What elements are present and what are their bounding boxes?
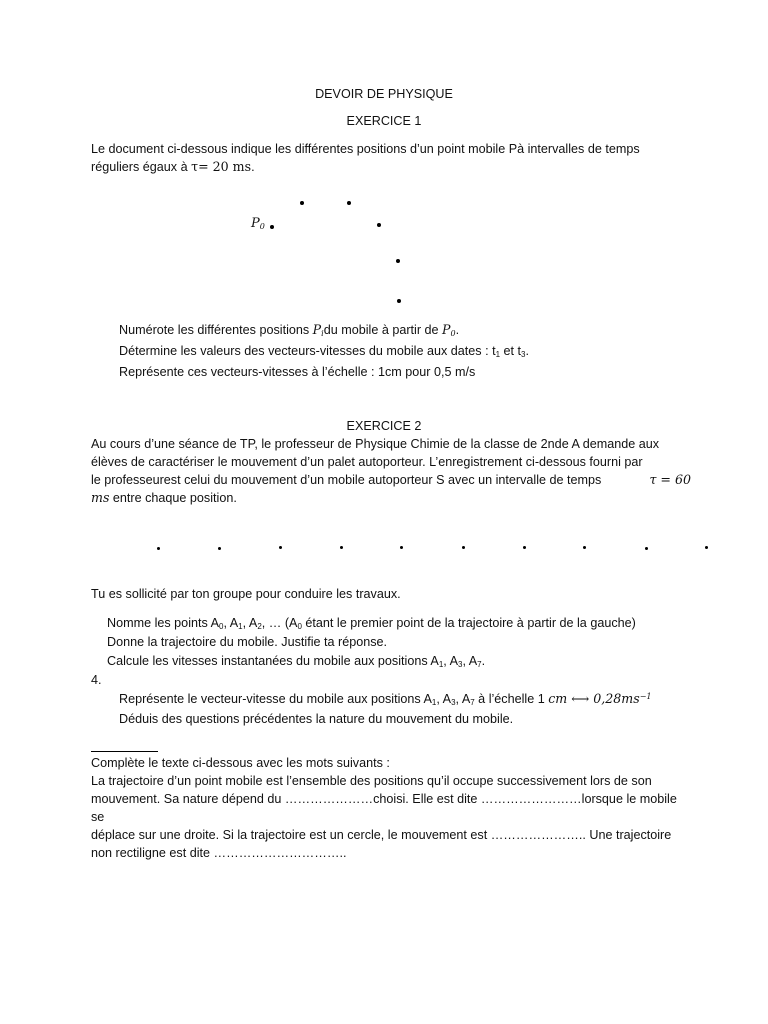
exercise-1-question-3: Représente ces vecteurs-vitesses à l’échelle : 1cm pour 0,5 m/s: [119, 365, 476, 379]
exercise-2-intro-line-2: élèves de caractériser le mouvement d’un palet autoporteur. L’enregistrement ci-dessous fourni par: [91, 455, 643, 469]
exercise-1-question-1: Numérote les différentes positions $P_idu$ mobile à partir de $P_0$.: [119, 322, 460, 338]
scale-formula: cm ⟷ 0,28ms: [548, 691, 640, 706]
recording-point: [645, 547, 648, 550]
exercise-1-heading: EXERCICE 1: [346, 114, 422, 128]
exercise-2-question-4: Représente le vecteur-vitesse du mobile aux positions $A_1$, $A_3$, $A_7$ à l’échelle 1 cm ⟷ $0,28ms^{-1}$: [119, 691, 652, 707]
section-divider: [91, 751, 158, 752]
exercise-3-instruction: Complète le texte ci-dessous avec les mots suivants :: [91, 756, 390, 770]
exercise-3-line-1: La trajectoire d’un point mobile est l’ensemble des positions qu’il occupe successivement lors de son: [91, 774, 652, 788]
recording-point: [279, 546, 282, 549]
recording-point: [218, 547, 221, 550]
recording-point: [523, 546, 526, 549]
exercise-1-intro-line-2: réguliers égaux à τ= 20 ms.: [91, 159, 255, 174]
document-title: DEVOIR DE PHYSIQUE: [315, 87, 453, 101]
exercise-1-question-2: Détermine les valeurs des vecteurs-vitesses du mobile aux dates : $t_1$ et $t_3$.: [119, 344, 529, 359]
exercise-2-question-5: Déduis des questions précédentes la nature du mouvement du mobile.: [119, 712, 514, 726]
p0-label: $P_0$: [251, 216, 265, 231]
position-point: [377, 223, 381, 227]
exercise-2-intro: [91, 435, 691, 507]
exercise-2-intro-line-4: ms entre chaque position.: [91, 490, 237, 505]
position-point: [397, 299, 401, 303]
exercise-3-text: [91, 754, 691, 862]
exercise-2-intro-line-1: Au cours d’une séance de TP, le professeur de Physique Chimie de la classe de 2nde A demande aux: [91, 437, 660, 451]
exercise-3-line-2: mouvement. Sa nature dépend du …………………choisi. Elle est dite ……………………lorsque le mobile se: [91, 792, 677, 824]
exercise-3-line-3: déplace sur une droite. Si la trajectoire est un cercle, le mouvement est ………………….. Une trajectoire: [91, 828, 672, 842]
exercise-2-intro-line-3: le professeurest celui du mouvement d’un mobile autoporteur S avec un intervalle de temps τ = 60: [91, 472, 691, 487]
exercise-2-heading: EXERCICE 2: [346, 419, 422, 433]
recording-point: [705, 546, 708, 549]
position-point: [300, 201, 304, 205]
position-point: [396, 259, 400, 263]
recording-point: [583, 546, 586, 549]
exercise-1-intro-line-1: Le document ci-dessous indique les différentes positions d’un point mobile Pà intervalles de temps: [91, 142, 640, 156]
exercise-2-question-1: Nomme les points $A_0$, $A_1$, $A_2$, … ($A_0$ étant le premier point de la trajectoire à partir de la gauche): [107, 616, 636, 631]
recording-point: [400, 546, 403, 549]
exercise-1-intro: [91, 140, 681, 176]
exercise-1-questions: [119, 321, 719, 381]
exercise-2-question-4-number: 4.: [91, 673, 102, 687]
position-point: [347, 201, 351, 205]
exercise-2-question-2: Donne la trajectoire du mobile. Justifie ta réponse.: [107, 635, 388, 649]
exercise-3-line-4: non rectiligne est dite …………………………..: [91, 846, 347, 860]
tau-value: τ= 20 ms: [191, 159, 252, 174]
position-point: [270, 225, 274, 229]
exercise-2-task: Tu es sollicité par ton groupe pour conduire les travaux.: [91, 587, 401, 601]
recording-point: [157, 547, 160, 550]
recording-point: [462, 546, 465, 549]
exercise-2-question-3: Calcule les vitesses instantanées du mobile aux positions $A_1$, $A_3$, $A_7$.: [107, 654, 486, 669]
recording-point: [340, 546, 343, 549]
